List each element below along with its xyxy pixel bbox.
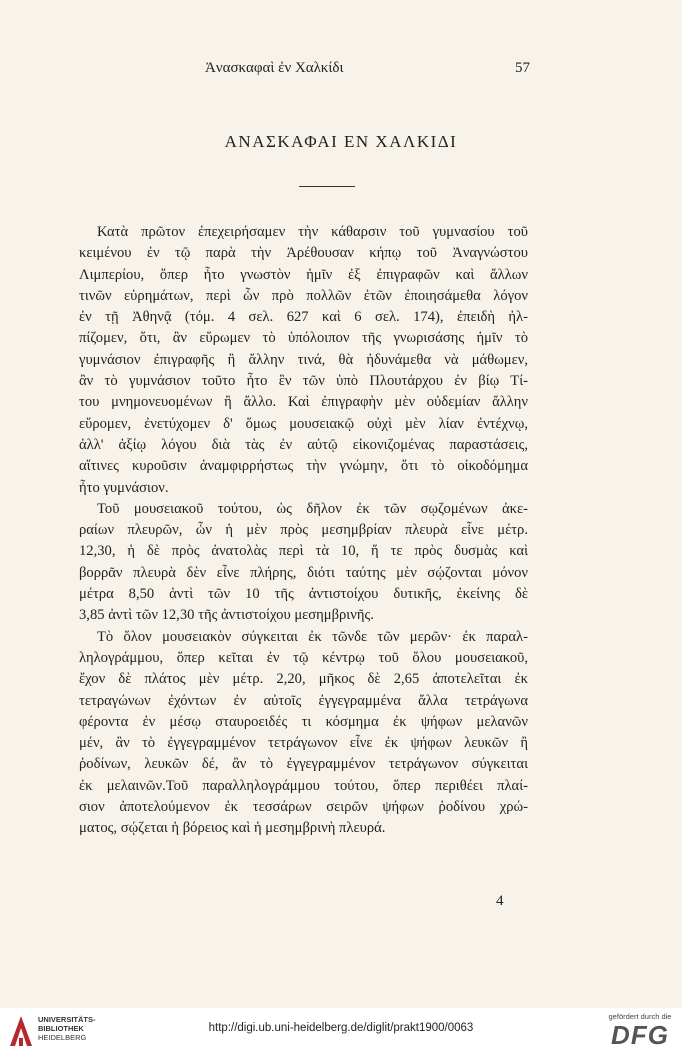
funding-label: gefördert durch die xyxy=(608,1012,672,1021)
text-line: Τοῦ μουσειακοῦ τούτου, ὡς δῆλον ἐκ τῶν σῳζομένων ἀκε- xyxy=(97,500,528,517)
chapter-title: ΑΝΑΣΚΑΦΑΙ ΕΝ ΧΑΛΚΙΔΙ xyxy=(224,132,458,151)
signature-mark: 4 xyxy=(496,893,504,909)
funding-notice xyxy=(604,1012,676,1049)
paragraph xyxy=(79,222,528,499)
running-title: Ἀνασκαφαὶ ἐν Χαλκίδι xyxy=(205,60,344,76)
library-name-line: BIBLIOTHEK xyxy=(38,1024,84,1033)
text-line: ἐν τῇ Ἀθηνᾷ (τόμ. 4 σελ. 627 καὶ 6 σελ. 174), ἐπειδὴ ἠλ- xyxy=(79,309,528,326)
text-line: πίζομεν, ὅτι, ἂν εὕρωμεν τὸ ὑπόλοιπον τῆς γνωρισάσης ἡμῖν τὸ xyxy=(79,330,528,347)
text-line: ἦτο γυμνάσιον. xyxy=(79,479,169,496)
text-line: του μνημονευομένων ἢ ἄλλο. Καὶ ἐπιγραφὴν μὲν οὐδεμίαν ἄλλην xyxy=(79,394,528,411)
footer-bar xyxy=(0,1008,682,1055)
text-line: εὕρομεν, ἐνετύχομεν δ' ὅμως μουσειακῷ οὐχὶ μὲν λίαν ἐντέχνῳ, xyxy=(79,415,528,432)
text-line: ἂν τὸ γυμνάσιον τοῦτο ἦτο ἓν τῶν ὑπὸ Πλουτάρχου ἐν βίῳ Τί- xyxy=(79,373,528,390)
text-line: μέτρα 8,50 ἀντὶ τῶν 10 τῆς ἀντιστοίχου δυτικῆς, ἐκείνης δὲ xyxy=(79,586,528,603)
text-line: ληλογράμμου, ὅπερ κεῖται ἐν τῷ κέντρῳ τοῦ ὅλου μουσειακοῦ, xyxy=(79,649,528,666)
text-line: ῥοδίνων, λευκῶν δέ, ἂν τὸ ἐγγεγραμμένον τετράγωνον σύγκειται xyxy=(79,756,528,773)
page-number: 57 xyxy=(515,60,530,76)
text-line: ματος, σῴζεται ἡ βόρειος καὶ ἡ μεσημβρινὴ πλευρά. xyxy=(79,820,386,837)
text-line: βορρᾶν πλευρὰ δὲν εἶνε πλήρης, διότι ταύτης μὲν σῴζονται μόνον xyxy=(79,564,528,581)
title-rule xyxy=(299,186,355,187)
text-line: Τὸ ὅλον μουσειακὸν σύγκειται ἐκ τῶνδε τῶν μερῶν· ἐκ παραλ- xyxy=(97,628,528,645)
text-line: Κατὰ πρῶτον ἐπεχειρήσαμεν τὴν κάθαρσιν τοῦ γυμνασίου τοῦ xyxy=(97,224,528,240)
text-line: κειμένου ἐν τῷ παρὰ τὴν Ἀρέθουσαν κήπῳ τοῦ Ἀναγνώστου xyxy=(79,245,528,262)
paragraph xyxy=(79,499,528,627)
library-name-line: UNIVERSITÄTS- xyxy=(38,1015,96,1024)
paragraph xyxy=(79,627,528,840)
body-text xyxy=(79,222,528,840)
text-line: αἵτινες κυροῦσιν ἀναμφιρρήστως τὴν γνώμην, ὅτι τὸ οἰκοδόμημα xyxy=(79,458,528,475)
text-line: ἀλλ' ἀξίῳ λόγου διὰ τὰς ἐν αὐτῷ εἰκονιζομένας παραστάσεις, xyxy=(79,436,528,453)
text-line: ραίων πλευρῶν, ὧν ἡ μὲν πρὸς μεσημβρίαν πλευρὰ εἶνε μέτρ. xyxy=(79,522,528,539)
text-line: γυμνάσιον ἐπιγραφῆς ἢ ἄλλην τινά, θὰ ἠδυνάμεθα νὰ μάθωμεν, xyxy=(79,351,528,368)
text-line: Λιμπερίου, ὅπερ ἦτο γνωστὸν ἡμῖν ἐξ ἐπιγραφῶν καὶ ἄλλων xyxy=(79,266,528,283)
text-line: φέροντα ἐν μέσῳ σταυροειδές τι κόσμημα ἐκ ψήφων μελανῶν xyxy=(79,713,528,730)
text-line: σιον ἀποτελούμενον ἐκ τεσσάρων σειρῶν ψήφων ῥοδίνου χρώ- xyxy=(79,799,528,816)
text-line: 3,85 ἀντὶ τῶν 12,30 τῆς ἀντιστοίχου μεσημβρινῆς. xyxy=(79,607,374,624)
text-line: μέν, ἂν τὸ ἐγγεγραμμένον τετράγωνον εἶνε ἐκ ψήφων λευκῶν ἢ xyxy=(79,735,528,752)
permalink-url[interactable]: http://digi.ub.uni-heidelberg.de/diglit/prakt1900/0063 xyxy=(208,1022,474,1034)
text-line: τετραγώνων ἐχόντων ἐν αὐτοῖς ἐγγεγραμμένα ἄλλα τετράγωνα xyxy=(79,692,528,709)
text-line: ἔχον δὲ πλάτος μὲν μέτρ. 2,20, μῆκος δὲ 2,65 ἀποτελεῖται ἐκ xyxy=(79,671,528,688)
text-line: 12,30, ἡ δὲ πρὸς ἀνατολὰς περὶ τὰ 10, ἥ τε πρὸς δυσμὰς καὶ xyxy=(79,543,528,560)
text-line: τινῶν εὑρημάτων, περὶ ὧν πρὸ πολλῶν ἐτῶν ἐποιησάμεθα λόγον xyxy=(79,287,528,304)
text-line: ἐκ μελαινῶν.Τοῦ παραλληλογράμμου τούτου, ὅπερ περιθέει πλαί- xyxy=(79,777,528,794)
dfg-logo: DFG xyxy=(611,1020,669,1050)
library-name-line: HEIDELBERG xyxy=(38,1033,87,1042)
